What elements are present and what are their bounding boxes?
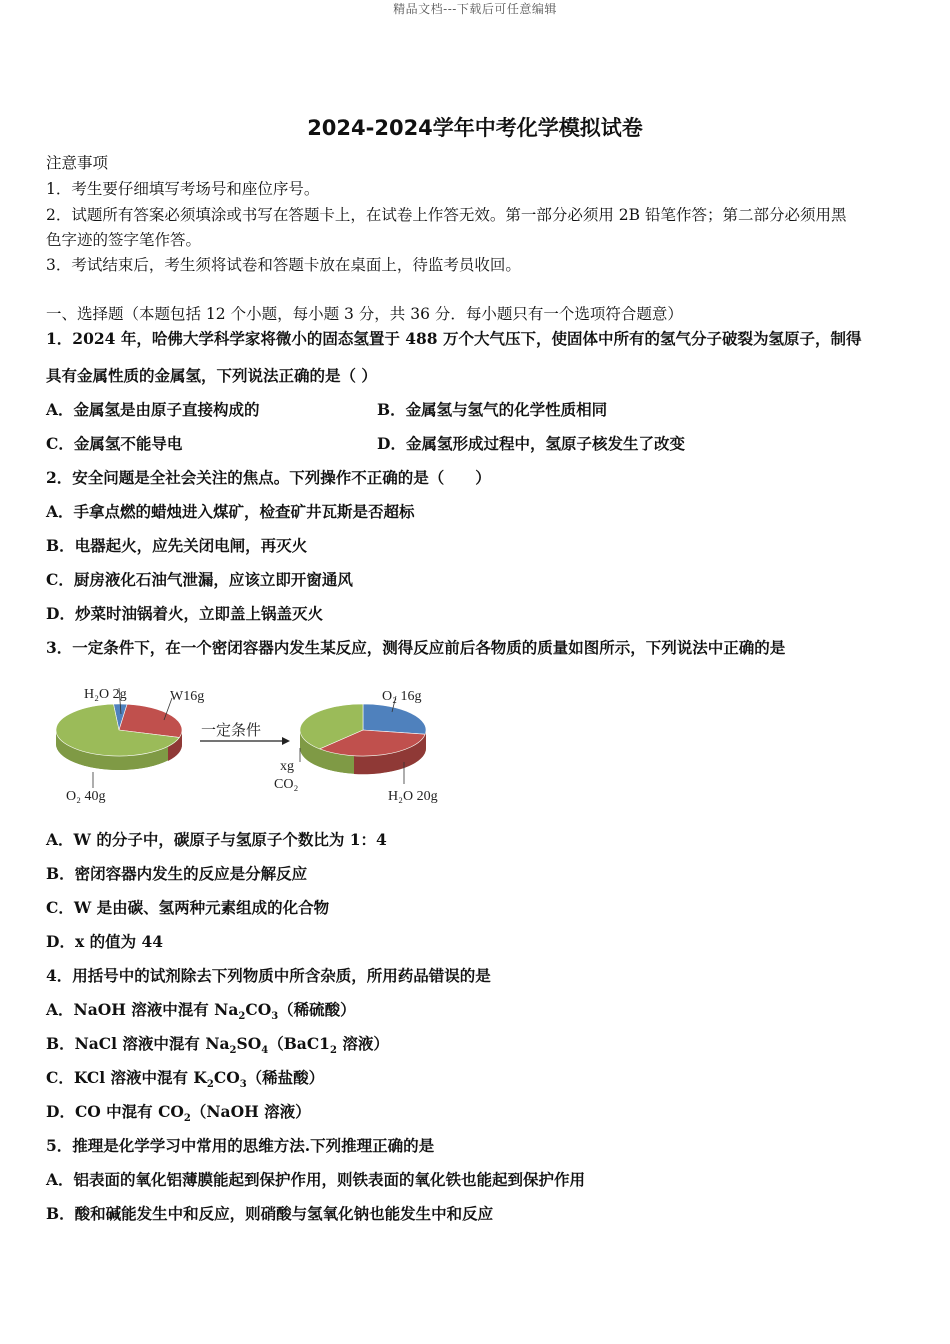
q4-option-d: D．CO 中混有 $CO_2(NaOH$ 溶液）: [46, 1102, 311, 1125]
pie-after: [300, 704, 426, 756]
section-heading: 一、选择题（本题包括 12 个小题，每小题 3 分，共 36 分．每小题只有一个选项符合题意）: [46, 305, 683, 323]
label-after-o2: O₂ 16g: [382, 689, 422, 704]
q1-option-b: B．金属氢与氢气的化学性质相同: [377, 400, 608, 419]
q5-stem: 5．推理是化学学习中常用的思维方法.下列推理正确的是: [46, 1136, 435, 1155]
q3-option-a: A．W 的分子中，碳原子与氢原子个数比为 1：4: [46, 830, 387, 849]
label-after-co2: CO₂: [274, 777, 299, 792]
page-title: 2024-2024学年中考化学模拟试卷: [307, 116, 643, 140]
notice-item-2-cont: 色字迹的签字笔作答。: [46, 231, 202, 249]
q1-stem: 1．2024 年，哈佛大学科学家将微小的固态氢置于 488 万个大气压下，使固体中所有的氢气分子破裂为氢原子，制得: [46, 329, 862, 348]
q3-option-b: B．密闭容器内发生的反应是分解反应: [46, 864, 308, 883]
label-after-h2o: H₂O 20g: [388, 789, 438, 804]
pie-before: [56, 704, 182, 756]
pie-after-slice-0: [363, 704, 426, 734]
label-after-xg: xg: [280, 759, 294, 774]
notice-item-1: 1．考生要仔细填写考场号和座位序号。: [46, 180, 320, 198]
q2-option-a: A．手拿点燃的蜡烛进入煤矿，检查矿井瓦斯是否超标: [46, 502, 415, 521]
q3-stem: 3．一定条件下，在一个密闭容器内发生某反应，测得反应前后各物质的质量如图所示，下列说法中正确的是: [46, 638, 786, 657]
arrow-head: [282, 737, 290, 745]
q4-option-c: C．KCl 溶液中混有 $K_2CO_3$（稀盐酸）: [46, 1068, 325, 1091]
q1-stem-cont: 具有金属性质的金属氢，下列说法正确的是（ ）: [46, 366, 377, 385]
label-before-w: W16g: [170, 689, 205, 704]
label-before-o2: O₂ 40g: [66, 789, 106, 804]
q3-figure: [48, 680, 468, 810]
q4-option-a: A．NaOH 溶液中混有 $Na_2CO_3$（稀硫酸）: [46, 1000, 356, 1023]
q2-stem: 2．安全问题是全社会关注的焦点。下列操作不正确的是（ ）: [46, 468, 491, 487]
notice-item-3: 3．考试结束后，考生须将试卷和答题卡放在桌面上，待监考员收回。: [46, 256, 521, 274]
notice-heading: 注意事项: [46, 154, 109, 172]
q2-option-c: C．厨房液化石油气泄漏，应该立即开窗通风: [46, 570, 353, 589]
q4-option-b: B．NaCl 溶液中混有 $Na_2SO_4(BaC1_2$ 溶液）: [46, 1034, 389, 1057]
q1-option-d: D．金属氢形成过程中，氢原子核发生了改变: [377, 434, 685, 453]
arrow-label: 一定条件: [201, 721, 262, 739]
q5-option-b: B．酸和碱能发生中和反应，则硝酸与氢氧化钠也能发生中和反应: [46, 1204, 494, 1223]
watermark: 精品文档---下载后可任意编辑: [393, 2, 557, 16]
q5-option-a: A．铝表面的氧化铝薄膜能起到保护作用，则铁表面的氧化铁也能起到保护作用: [46, 1170, 586, 1189]
q3-option-c: C．W 是由碳、氢两种元素组成的化合物: [46, 898, 330, 917]
q2-option-b: B．电器起火，应先关闭电闸，再灭火: [46, 536, 308, 555]
q3-option-d: D．x 的值为 44: [46, 932, 164, 951]
q3-pie-figure: [48, 680, 468, 810]
q2-option-d: D．炒菜时油锅着火，立即盖上锅盖灭火: [46, 604, 323, 623]
q1-option-c: C．金属氢不能导电: [46, 434, 183, 453]
q4-stem: 4．用括号中的试剂除去下列物质中所含杂质，所用药品错误的是: [46, 966, 491, 985]
q1-option-a: A．金属氢是由原子直接构成的: [46, 400, 260, 419]
label-before-h2o: H₂O 2g: [84, 687, 127, 702]
notice-item-2: 2．试题所有答案必须填涂或书写在答题卡上，在试卷上作答无效。第一部分必须用 2B 铅笔作答；第二部分必须用黑: [46, 206, 847, 224]
